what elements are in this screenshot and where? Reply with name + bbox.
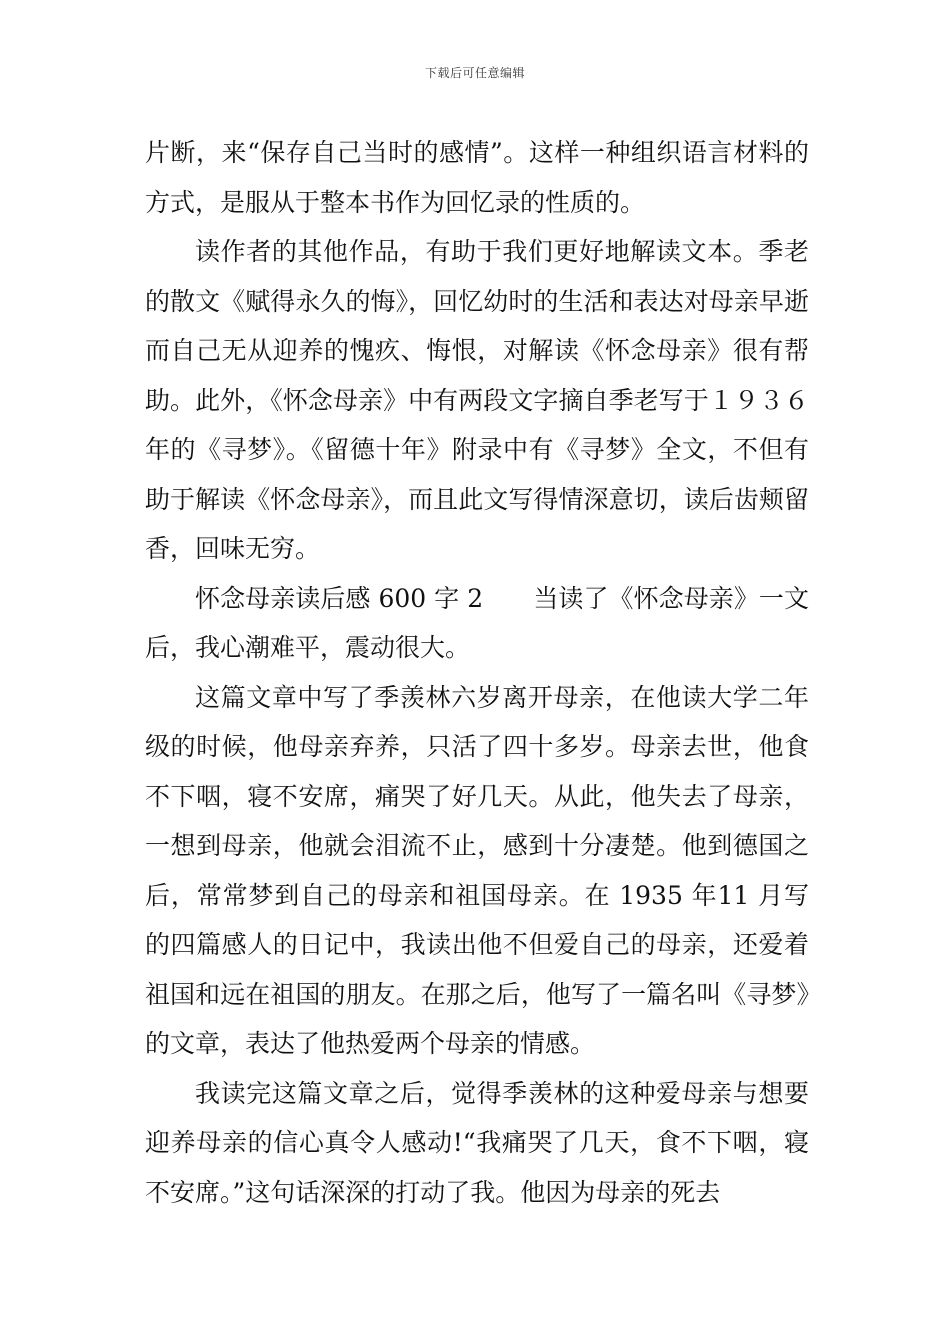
text-line: 他食不下咽，寝不安席，痛哭了好几天。从此，他失去了 [145, 732, 809, 811]
paragraph [145, 1069, 809, 1218]
text-line: 我读完这篇文章之后，觉得季羡林的这种爱母亲与想 [195, 1078, 784, 1108]
text-line: 寝不安席。”这句话深深的打动了我。他因为母亲的死去 [145, 1128, 809, 1207]
text-line: 到德国之后，常常梦到自己的母亲和祖国母亲。在 1935 年 [145, 831, 809, 910]
text-line: 怀念母亲读后感 600 字 2 当读了《怀念母亲》一文 [195, 583, 809, 613]
text-line: 要迎养母亲的信心真令人感动!“我痛哭了几天，食不下咽， [145, 1078, 809, 1157]
text-line: 母亲，一想到母亲，他就会泪流不止，感到十分凄楚。他 [145, 781, 809, 860]
text-line: 这篇文章中写了季羡林六岁离开母亲，在他读大学二 [195, 682, 784, 712]
text-line: 料的方式，是服从于整本书作为回忆录的性质的。 [145, 138, 809, 217]
text-line: 写得情深意切，读后齿颊留香，回味无穷。 [145, 484, 809, 563]
text-line: 还爱着祖国和远在祖国的朋友。在那之后，他写了一篇名 [145, 930, 809, 1009]
text-line: 《寻梦》全文，不但有助于解读《怀念母亲》，而且此文 [145, 435, 809, 514]
text-line: 亲》很有帮助。此外，《怀念母亲》中有两段文字摘自季 [145, 336, 809, 415]
text-line: 叫《寻梦》的文章，表达了他热爱两个母亲的情感。 [145, 979, 809, 1058]
page-header: 下载后可任意编辑 [424, 66, 525, 80]
text-line: 年级的时候，他母亲弃养，只活了四十多岁。母亲去世， [145, 682, 809, 761]
paragraph [145, 128, 809, 227]
document-body [145, 128, 809, 1217]
text-line: 亲早逝而自己无从迎养的愧疚、悔恨，对解读《怀念母 [145, 286, 809, 365]
text-line: 片断，来“保存自己当时的感情”。这样一种组织语言材 [145, 138, 759, 167]
text-line: 11 月写的四篇感人的日记中，我读出他不但爱自己的母亲， [145, 880, 809, 959]
text-line: 读作者的其他作品，有助于我们更好地解读文本。季 [195, 237, 784, 266]
paragraph [145, 227, 809, 574]
text-line: 后，我心潮难平，震动很大。 [145, 633, 471, 662]
paragraph [145, 673, 809, 1069]
text-line: 老的散文《赋得永久的悔》，回忆幼时的生活和表达对母 [145, 237, 809, 316]
text-line: 老写于１９３６年的《寻梦》。《留德十年》附录中有 [145, 385, 809, 464]
paragraph [145, 574, 809, 673]
